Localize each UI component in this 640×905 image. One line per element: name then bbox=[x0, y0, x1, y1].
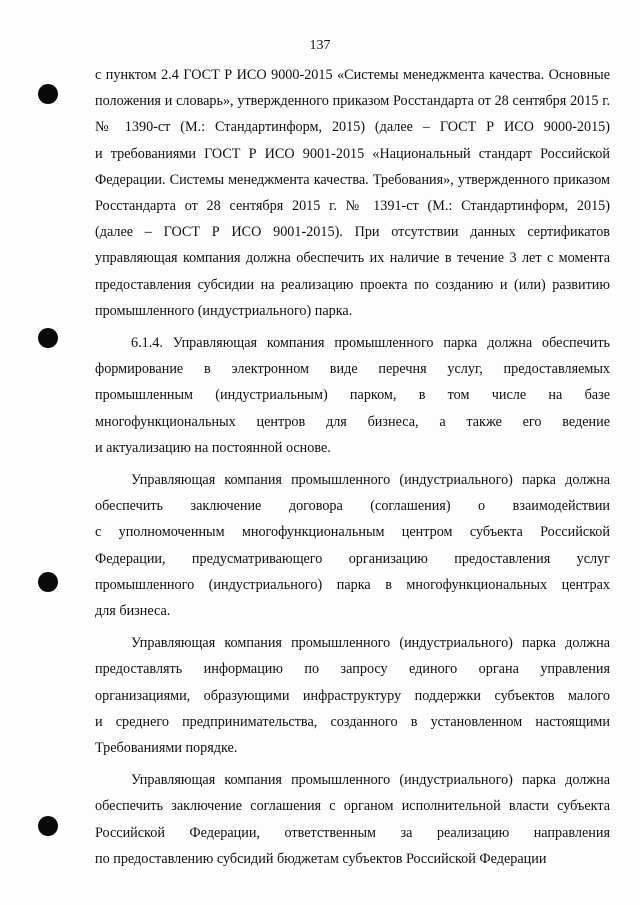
paragraph bbox=[95, 330, 610, 461]
text-line: Федерации, предусматривающего организацию предоставления услуг bbox=[95, 550, 610, 567]
text-line: и актуализацию на постоянной основе. bbox=[95, 439, 331, 456]
text-line: обеспечить заключение соглашения с органом исполнительной власти субъекта bbox=[95, 798, 610, 815]
text-line: организациями, образующими инфраструктуру поддержки субъектов малого bbox=[95, 687, 610, 704]
text-line: 6.1.4. Управляющая компания промышленного парка должна обеспечить bbox=[131, 335, 610, 352]
text-line: управляющая компания должна обеспечить их наличие в течение 3 лет с момента bbox=[95, 250, 610, 267]
binder-hole-icon bbox=[38, 816, 58, 836]
binder-hole-icon bbox=[38, 328, 58, 348]
text-line: обеспечить заключение договора (соглашения) о взаимодействии bbox=[95, 498, 610, 515]
text-line: и требованиями ГОСТ Р ИСО 9001-2015 «Национальный стандарт Российской bbox=[95, 145, 610, 162]
text-line: Российской Федерации, ответственным за реализацию направления bbox=[95, 824, 610, 841]
paragraph bbox=[95, 630, 610, 761]
text-line: промышленного (индустриального) парка в многофункциональных центрах bbox=[95, 576, 610, 593]
text-line: Федерации. Системы менеджмента качества. Требования», утвержденного приказом bbox=[95, 171, 610, 188]
text-line: с пунктом 2.4 ГОСТ Р ИСО 9000-2015 «Системы менеджмента качества. Основные bbox=[95, 67, 610, 83]
text-line: промышленного (индустриального) парка. bbox=[95, 302, 353, 319]
binder-hole-icon bbox=[38, 84, 58, 104]
text-line: многофункциональных центров для бизнеса, а также его ведение bbox=[95, 413, 610, 430]
paragraph bbox=[95, 467, 610, 624]
text-line: промышленным (индустриальным) парком, в том числе на базе bbox=[95, 387, 610, 404]
text-line: Управляющая компания промышленного (индустриального) парка должна bbox=[131, 772, 610, 789]
text-line: Росстандарта от 28 сентября 2015 г. № 1391-ст (М.: Стандартинформ, 2015) bbox=[95, 198, 610, 215]
text-line: Требованиями порядке. bbox=[95, 740, 238, 757]
text-line: (далее – ГОСТ Р ИСО 9001-2015). При отсутствии данных сертификатов bbox=[95, 224, 610, 241]
text-line: с уполномоченным многофункциональным центром субъекта Российской bbox=[95, 524, 610, 541]
text-line: по предоставлению субсидий бюджетам субъектов Российской Федерации bbox=[95, 850, 547, 867]
page-number: 137 bbox=[309, 38, 331, 53]
binder-hole-icon bbox=[38, 572, 58, 592]
text-line: Управляющая компания промышленного (индустриального) парка должна bbox=[131, 472, 610, 489]
text-line: для бизнеса. bbox=[95, 603, 171, 620]
text-line: № 1390-ст (М.: Стандартинформ, 2015) (далее – ГОСТ Р ИСО 9000-2015) bbox=[95, 119, 610, 136]
paragraph bbox=[95, 767, 610, 872]
document-body bbox=[95, 62, 610, 872]
text-line: положения и словарь», утвержденного приказом Росстандарта от 28 сентября 2015 г. bbox=[95, 93, 610, 110]
paragraph bbox=[95, 62, 610, 324]
text-line: предоставлять информацию по запросу единого органа управления bbox=[95, 661, 610, 678]
text-line: Управляющая компания промышленного (индустриального) парка должна bbox=[131, 635, 610, 652]
text-line: формирование в электронном виде перечня услуг, предоставляемых bbox=[95, 361, 610, 378]
text-line: и среднего предпринимательства, созданного в установленном настоящими bbox=[95, 713, 610, 730]
text-line: предоставления субсидии на реализацию проекта по созданию и (или) развитию bbox=[95, 276, 610, 293]
